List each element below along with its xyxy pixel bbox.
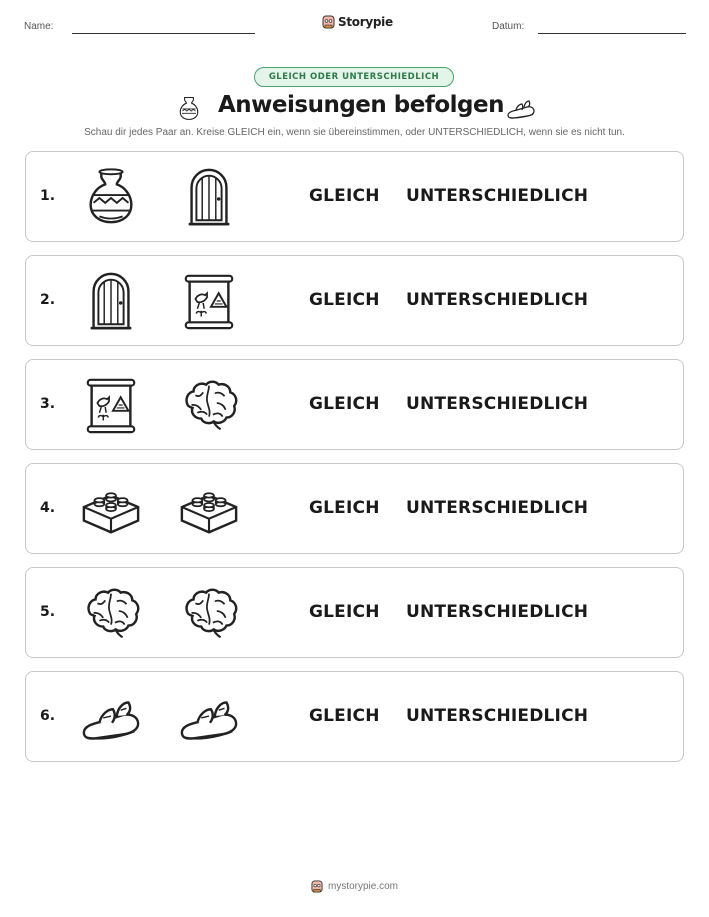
- title-row: [0, 90, 709, 126]
- name-line[interactable]: [72, 33, 255, 34]
- brain-icon: [178, 374, 240, 436]
- exercise-row: [25, 255, 684, 346]
- brick-icon: [80, 478, 142, 540]
- option-different[interactable]: UNTERSCHIEDLICH: [406, 186, 589, 206]
- option-same[interactable]: GLEICH: [309, 706, 380, 726]
- option-different[interactable]: UNTERSCHIEDLICH: [406, 602, 589, 622]
- footer-url[interactable]: mystorypie.com: [327, 881, 398, 892]
- brain-icon: [178, 582, 240, 644]
- scroll-icon: [178, 270, 240, 332]
- name-label: Name:: [24, 21, 54, 32]
- footer: [0, 879, 709, 894]
- option-same[interactable]: GLEICH: [309, 498, 380, 518]
- door-icon: [178, 166, 240, 228]
- row-number: 4.: [40, 500, 56, 516]
- exercise-row: [25, 567, 684, 658]
- option-different[interactable]: UNTERSCHIEDLICH: [406, 498, 589, 518]
- page-title: Anweisungen befolgen: [218, 92, 504, 118]
- sandal-icon: [80, 686, 142, 748]
- sandal-icon: [505, 92, 537, 129]
- instructions-text: Schau dir jedes Paar an. Kreise GLEICH ein, wenn sie übereinstimmen, oder UNTERSCHIEDLICH, wenn sie es nicht tun.: [84, 127, 625, 138]
- row-number: 1.: [40, 188, 56, 204]
- date-label: Datum:: [492, 21, 525, 32]
- exercise-row: [25, 463, 684, 554]
- row-number: 3.: [40, 396, 56, 412]
- storypie-mascot-icon: [322, 14, 335, 30]
- row-number: 6.: [40, 708, 56, 724]
- vase-icon: [175, 92, 203, 129]
- option-different[interactable]: UNTERSCHIEDLICH: [406, 706, 589, 726]
- exercise-row: [25, 359, 684, 450]
- logo-text: Storypie: [338, 15, 393, 29]
- sandal-icon: [178, 686, 240, 748]
- category-badge: GLEICH ODER UNTERSCHIEDLICH: [254, 67, 454, 87]
- date-line[interactable]: [538, 33, 686, 34]
- exercise-row: [25, 151, 684, 242]
- brain-icon: [80, 582, 142, 644]
- option-different[interactable]: UNTERSCHIEDLICH: [406, 394, 589, 414]
- brick-icon: [178, 478, 240, 540]
- option-same[interactable]: GLEICH: [309, 186, 380, 206]
- scroll-icon: [80, 374, 142, 436]
- exercise-row: [25, 671, 684, 762]
- option-different[interactable]: UNTERSCHIEDLICH: [406, 290, 589, 310]
- row-number: 2.: [40, 292, 56, 308]
- vase-icon: [80, 166, 142, 228]
- storypie-logo: [322, 14, 393, 30]
- row-number: 5.: [40, 604, 56, 620]
- option-same[interactable]: GLEICH: [309, 290, 380, 310]
- option-same[interactable]: GLEICH: [309, 394, 380, 414]
- door-icon: [80, 270, 142, 332]
- storypie-mascot-icon: [311, 879, 323, 894]
- option-same[interactable]: GLEICH: [309, 602, 380, 622]
